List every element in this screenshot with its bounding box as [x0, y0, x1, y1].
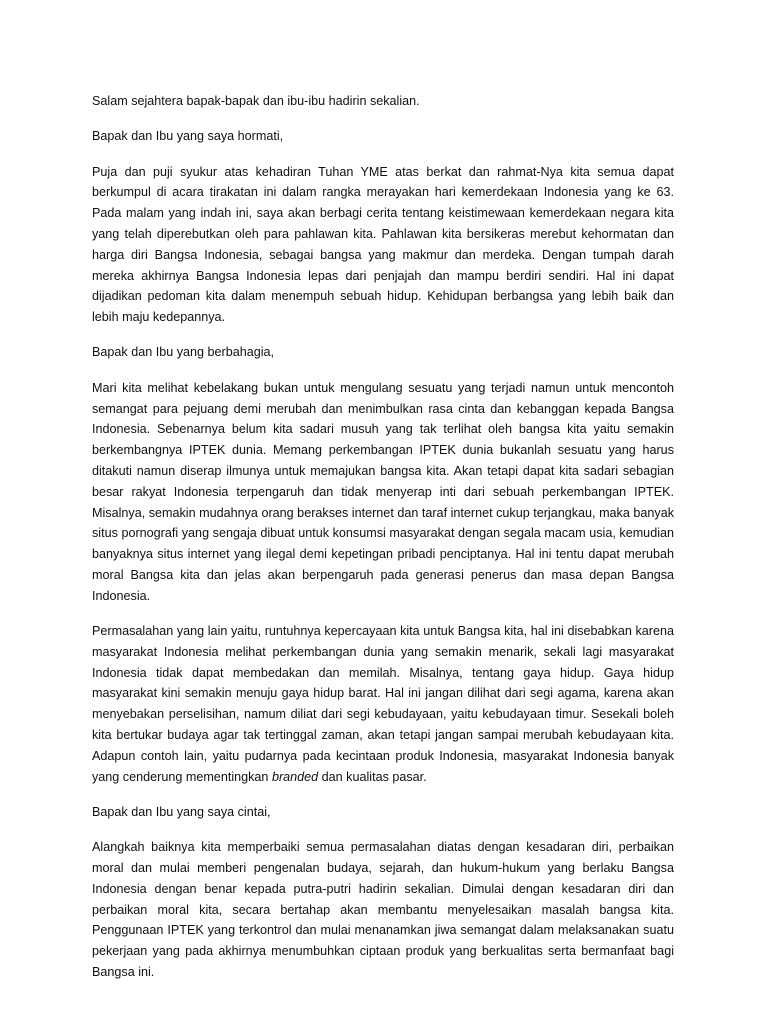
salutation-berbahagia: Bapak dan Ibu yang berbahagia, [92, 345, 275, 360]
paragraph-culture-text: Permasalahan yang lain yaitu, runtuhnya kepercayaan kita untuk Bangsa kita, hal ini disebabkan karena masyarakat Indonesia melihat perkembangan dunia yang semakin menarik, sekali lagi masyarakat Indonesia tidak dapat membedakan dan memilah. Misalnya, tentang gaya hidup. Gaya hidup masyarakat kini semakin menuju gaya hidup barat. Hal ini jangan dilihat dari segi agama, karena akan menyebakan perselisihan, namum diliat dari segi kebudayaan, yaitu kebudayaan timur. Sesekali boleh kita bertukar budaya agar tak tertinggal zaman, akan tetapi jangan sampai merubah kebudayaan kita. Adapun contoh lain, yaitu pudarnya pada kecintaan produk Indonesia, masyarakat Indonesia banyak yang cenderung mementingkan [92, 624, 674, 784]
paragraph-closing: Alangkah baiknya kita memperbaiki semua permasalahan diatas dengan kesadaran diri, perbaikan moral dan mulai memberi pengenalan budaya, sejarah, dan hukum-hukum yang berlaku Bangsa Indonesia dengan benar kepada putra-putri hadirin sekalian. Dimulai dengan kesadaran diri dan perbaikan moral kita, secara bertahap akan membantu menyelesaikan masalah bangsa kita. Penggunaan IPTEK yang terkontrol dan mulai menanamkan jiwa semangat dalam melaksanakan suatu pekerjaan yang pada akhirnya menumbuhkan ciptaan produk yang berkualitas serta bermanfaat bagi Bangsa ini. [92, 840, 674, 979]
paragraph-culture [92, 621, 674, 787]
italic-branded: branded [271, 769, 319, 784]
paragraph-opening: Puja dan puji syukur atas kehadiran Tuhan YME atas berkat dan rahmat-Nya kita semua dapat berkumpul di acara tirakatan ini dalam rangka merayakan hari kemerdekaan Indonesia yang ke 63. Pada malam yang indah ini, saya akan berbagi cerita tentang keistimewaan kemerdekaan negara kita yang telah diperebutkan oleh para pahlawan kita. Pahlawan kita bersikeras merebut kehormatan dan harga diri Bangsa Indonesia, sebagai bangsa yang makmur dan merdeka. Dengan tumpah darah mereka akhirnya Bangsa Indonesia lepas dari penjajah dan mampu berdiri sendiri. Hal ini dapat dijadikan pedoman kita dalam menempuh sebuah hidup. Kehidupan berbangsa yang lebih baik dan lebih maju kedepannya. [92, 164, 674, 325]
paragraph-iptek: Mari kita melihat kebelakang bukan untuk mengulang sesuatu yang terjadi namun untuk mencontoh semangat para pejuang demi merubah dan menimbulkan rasa cinta dan kebanggan kepada Bangsa Indonesia. Sebenarnya belum kita sadari musuh yang tak terlihat oleh bangsa kita yaitu semakin berkembangnya IPTEK dunia. Memang perkembangan IPTEK dunia bukanlah sesuatu yang harus ditakuti namun diserap ilmunya untuk memajukan bangsa kita. Akan tetapi dapat kita sadari sebagian besar rakyat Indonesia terpengaruh dan tidak menyerap inti dari sebuah perkembangan IPTEK. Misalnya, semakin mudahnya orang berakses internet dan taraf internet cukup terjangkau, maka banyak situs pornografi yang sengaja dibuat untuk konsumsi masyarakat dengan segala macam usia, kemudian banyaknya situs internet yang ilegal demi kepetingan pribadi penciptanya. Hal ini tentu dapat merubah moral Bangsa kita dan jelas akan berpengaruh pada generasi penerus dan masa depan Bangsa Indonesia. [92, 380, 674, 603]
paragraph-culture-end: dan kualitas pasar. [318, 769, 427, 784]
greeting-line: Salam sejahtera bapak-bapak dan ibu-ibu hadirin sekalian. [92, 94, 420, 108]
salutation-cintai: Bapak dan Ibu yang saya cintai, [92, 804, 271, 819]
salutation-hormati: Bapak dan Ibu yang saya hormati, [92, 129, 284, 144]
document-page [92, 91, 674, 997]
